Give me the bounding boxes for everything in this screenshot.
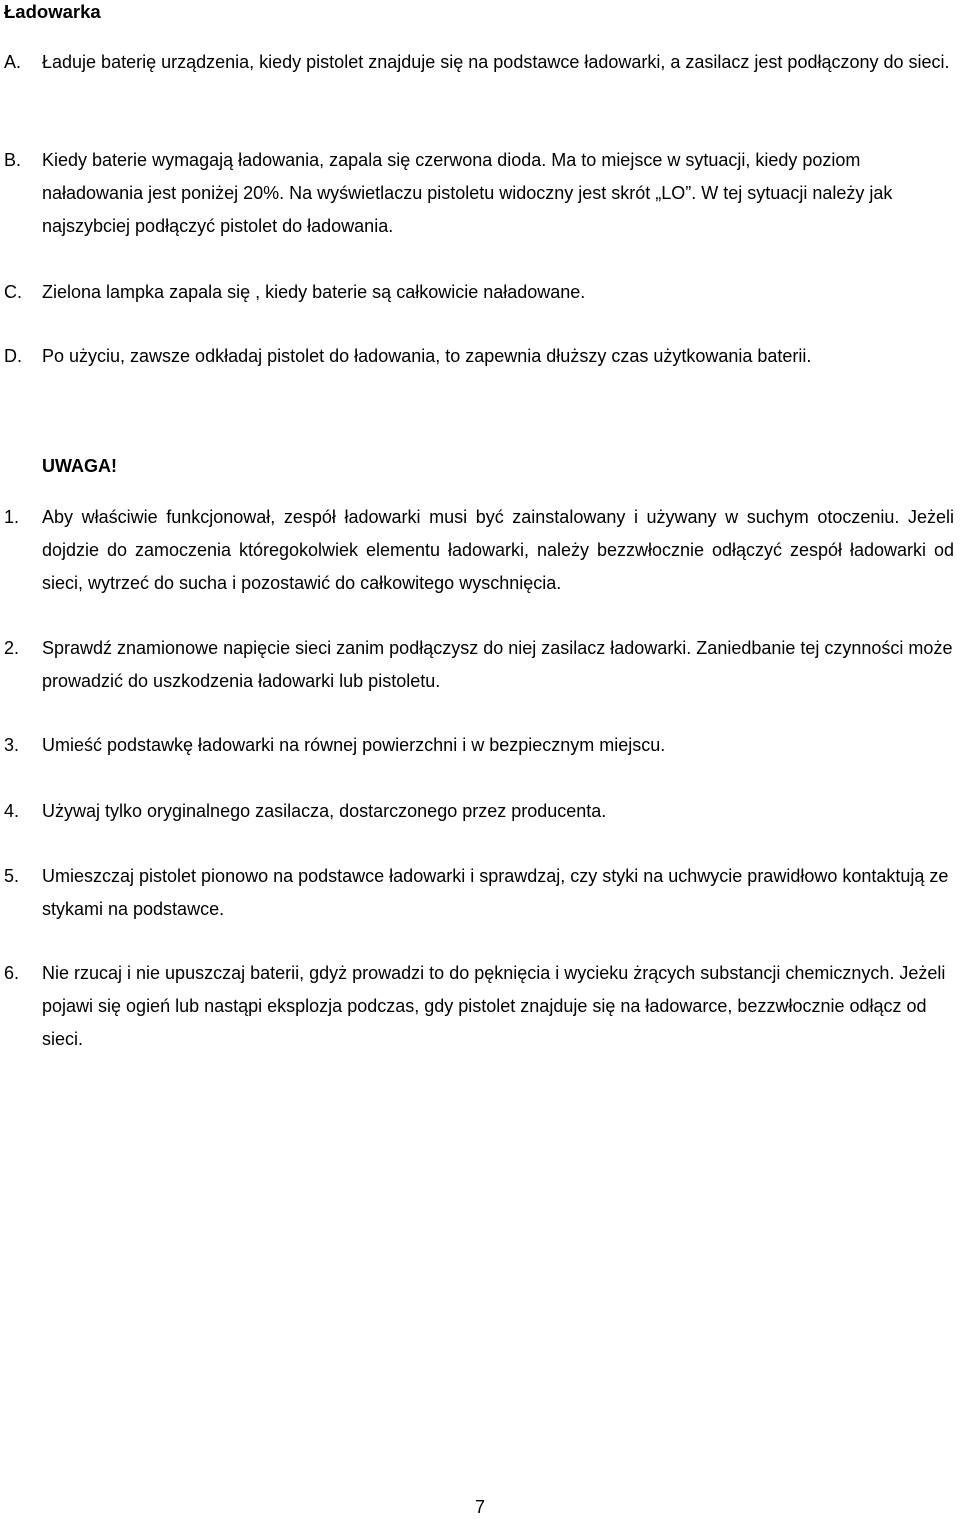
list-item-text: Nie rzucaj i nie upuszczaj baterii, gdyż prowadzi to do pęknięcia i wycieku żrących substancji chemicznych. Jeżeli pojawi się ogień lub nastąpi eksplozja podczas, gdy pistolet znajduje się na ładowarce, bezzwłocznie odłącz od sieci. xyxy=(42,963,946,1049)
list-item-label: 6. xyxy=(4,963,20,983)
list-item-text: Ładuje baterię urządzenia, kiedy pistolet znajduje się na podstawce ładowarki, a zasilacz jest podłączony do sieci. xyxy=(42,52,950,72)
list-item-text: Zielona lampka zapala się , kiedy baterie są całkowicie naładowane. xyxy=(42,282,586,302)
list-item-text: Aby właściwie funkcjonował, zespół ładowarki musi być zainstalowany i używany w suchym otoczeniu. Jeżeli dojdzie do zamoczenia któregokolwiek elementu ładowarki, należy bezzwłocznie odłączyć zespół ładowarki od sieci, wytrzeć do sucha i pozostawić do całkowitego wyschnięcia. xyxy=(42,507,954,593)
list-item-text: Sprawdź znamionowe napięcie sieci zanim podłączysz do niej zasilacz ładowarki. Zaniedbanie tej czynności może prowadzić do uszkodzenia ładowarki lub pistoletu. xyxy=(42,638,953,691)
warning-heading: UWAGA! xyxy=(42,456,117,476)
list-item-label: D. xyxy=(4,346,22,366)
list-item-label: C. xyxy=(4,282,22,302)
list-item-label: B. xyxy=(4,150,22,170)
section-heading: Ładowarka xyxy=(4,1,101,22)
list-item-label: A. xyxy=(4,52,22,72)
list-item-text: Umieść podstawkę ładowarki na równej powierzchni i w bezpiecznym miejscu. xyxy=(42,735,666,755)
list-item-label: 3. xyxy=(4,735,20,755)
list-item-label: 1. xyxy=(4,507,20,527)
list-item-label: 5. xyxy=(4,866,20,886)
list-item-text: Używaj tylko oryginalnego zasilacza, dostarczonego przez producenta. xyxy=(42,801,607,821)
list-item-text: Po użyciu, zawsze odkładaj pistolet do ładowania, to zapewnia dłuższy czas użytkowania baterii. xyxy=(42,346,812,366)
list-item-text: Umieszczaj pistolet pionowo na podstawce ładowarki i sprawdzaj, czy styki na uchwycie prawidłowo kontaktują ze stykami na podstawce. xyxy=(42,866,949,919)
list-item-text: Kiedy baterie wymagają ładowania, zapala się czerwona dioda. Ma to miejsce w sytuacji, kiedy poziom naładowania jest poniżej 20%. Na wyświetlaczu pistoletu widoczny jest skrót „LO”. W tej sytuacji należy jak najszybciej podłączyć pistolet do ładowania. xyxy=(42,150,893,236)
page-number: 7 xyxy=(474,1497,485,1517)
list-item-label: 4. xyxy=(4,801,20,821)
list-item-label: 2. xyxy=(4,638,20,658)
